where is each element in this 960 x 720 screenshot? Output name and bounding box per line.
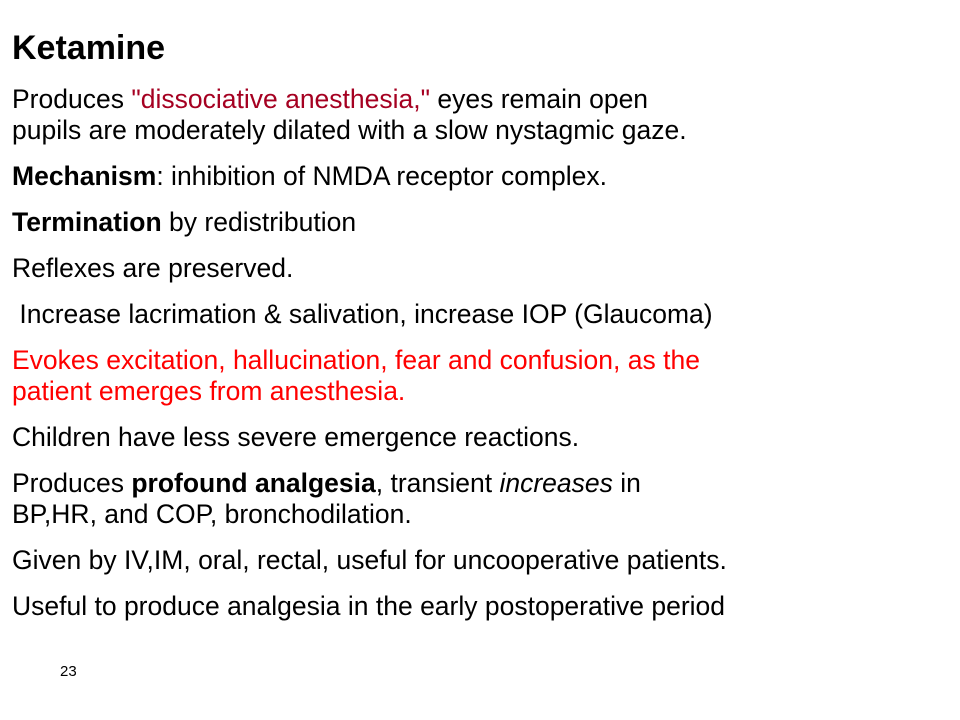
text-line: pupils are moderately dilated with a slow nystagmic gaze. — [12, 115, 687, 145]
text-line — [12, 468, 957, 499]
text-run: eyes remain open — [430, 84, 649, 114]
text-line: BP,HR, and COP, bronchodilation. — [12, 499, 412, 529]
slide-title: Ketamine — [12, 29, 166, 67]
paragraph-routes: Given by IV,IM, oral, rectal, useful for uncooperative patients. — [12, 545, 727, 575]
text-run: in — [612, 468, 641, 498]
paragraph-termination — [12, 207, 957, 238]
text-run: : inhibition of NMDA receptor complex. — [156, 161, 608, 191]
paragraph-children: Children have less severe emergence reactions. — [12, 422, 580, 452]
increases-term: increases — [499, 468, 613, 498]
text-run: by redistribution — [161, 207, 357, 237]
paragraph-postoperative: Useful to produce analgesia in the early postoperative period — [12, 591, 726, 621]
profound-analgesia-term: profound analgesia — [131, 468, 376, 498]
text-run: Produces — [12, 84, 132, 114]
termination-term: Termination — [12, 207, 162, 237]
paragraph-dissociative-anesthesia — [12, 84, 957, 146]
text-line — [12, 84, 957, 115]
mechanism-term: Mechanism — [12, 161, 157, 191]
text-line: Evokes excitation, hallucination, fear and confusion, as the — [12, 345, 700, 375]
text-run: Produces — [12, 468, 132, 498]
paragraph-analgesia — [12, 468, 957, 530]
text-line: patient emerges from anesthesia. — [12, 376, 406, 406]
slide-number: 23 — [60, 663, 77, 680]
text-run: , transient — [375, 468, 500, 498]
dissociative-anesthesia-quote: "dissociative anesthesia," — [131, 84, 431, 114]
paragraph-lacrimation: Increase lacrimation & salivation, increase IOP (Glaucoma) — [12, 299, 713, 329]
paragraph-emergence-excitation — [12, 345, 957, 407]
slide-body — [12, 84, 957, 637]
paragraph-mechanism — [12, 161, 957, 192]
paragraph-reflexes: Reflexes are preserved. — [12, 253, 294, 283]
